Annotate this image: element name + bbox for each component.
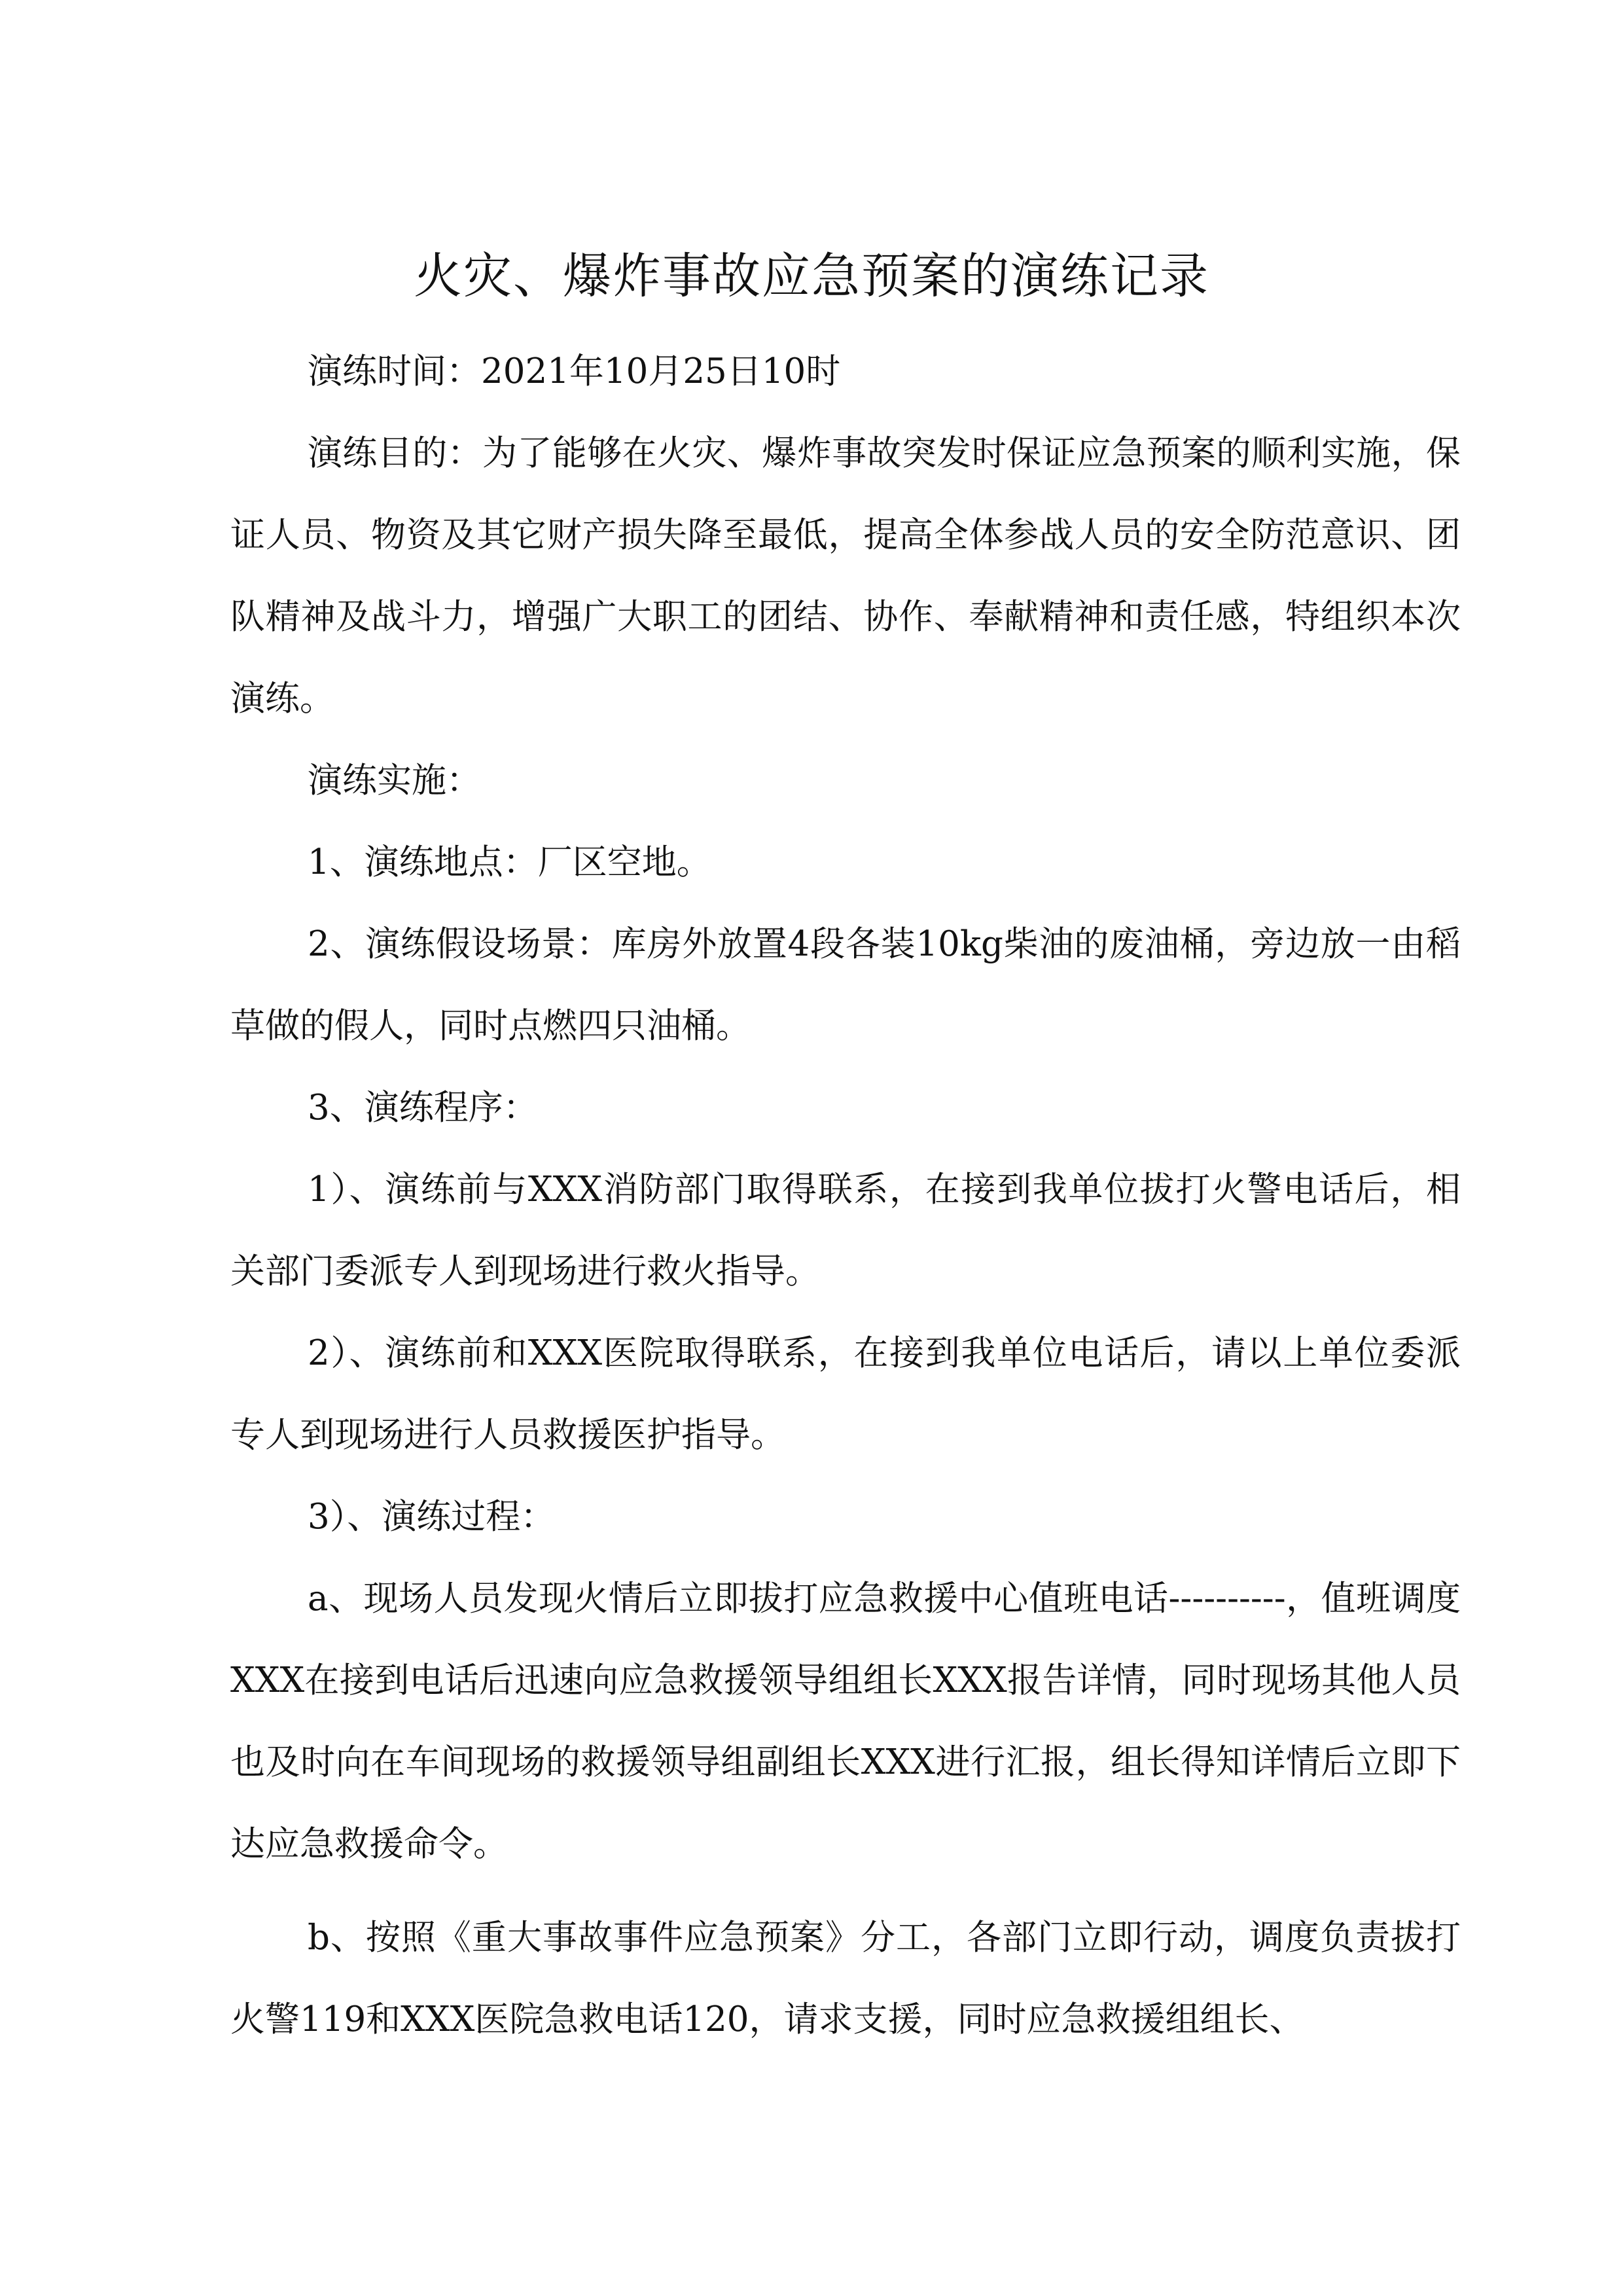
paragraph-process-step-a: a、现场人员发现火情后立即拔打应急救援中心值班电话----------，值班调度XXX在接到电话后迅速向应急救援领导组组长XXX报告详情，同时现场其他人员也及时向在车间现场的救援领导组副组长XXX进行汇报，组长得知详情后立即下达应急救援命令。: [230, 1579, 1461, 1864]
paragraph-drill-implementation: 演练实施：: [308, 761, 481, 800]
paragraph-drill-scenario: 2、演练假设场景：库房外放置4段各装10kg柴油的废油桶，旁边放一由稻草做的假人，同时点燃四只油桶。: [230, 924, 1461, 1046]
paragraph-drill-process: 3）、演练过程：: [308, 1497, 556, 1537]
paragraph-drill-purpose: 演练目的：为了能够在火灾、爆炸事故突发时保证应急预案的顺利实施，保证人员、物资及其它财产损失降至最低，提高全体参战人员的安全防范意识、团队精神及战斗力，增强广大职工的团结、协作、奉献精神和责任感，特组织本次演练。: [230, 433, 1461, 719]
paragraph-process-step-b: b、按照《重大事故事件应急预案》分工，各部门立即行动，调度负责拔打火警119和XXX医院急救电话120，请求支援，同时应急救援组组长、: [230, 1918, 1461, 2039]
document-body: [230, 331, 1461, 2060]
paragraph-drill-location: 1、演练地点：厂区空地。: [308, 842, 711, 882]
paragraph-drill-time: 演练时间：2021年10月25日10时: [308, 351, 841, 391]
paragraph-procedure-fire-dept: 1）、演练前与XXX消防部门取得联系，在接到我单位拔打火警电话后，相关部门委派专人到现场进行救火指导。: [230, 1170, 1461, 1291]
document-title: 火灾、爆炸事故应急预案的演练记录: [414, 248, 1209, 304]
paragraph-drill-procedure: 3、演练程序：: [308, 1088, 538, 1128]
paragraph-procedure-hospital: 2）、演练前和XXX医院取得联系，在接到我单位电话后，请以上单位委派专人到现场进行人员救援医护指导。: [230, 1333, 1461, 1455]
